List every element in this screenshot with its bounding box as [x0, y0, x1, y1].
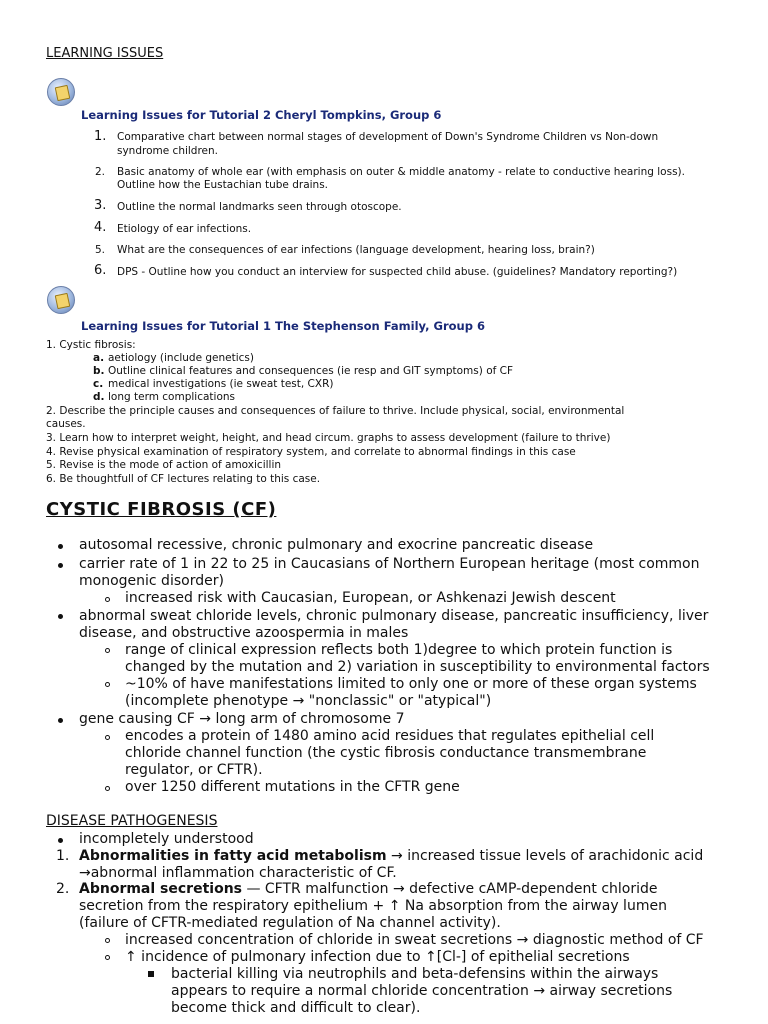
list-item: gene causing CF → long arm of chromosome 7 [79, 711, 405, 727]
list-item: Etiology of ear infections. [117, 223, 252, 235]
list-item: encodes a protein of 1480 amino acid residues that regulates epithelial cell [125, 728, 655, 744]
sub-item-letter: b. [93, 365, 105, 377]
sub-item-letter: c. [93, 378, 104, 390]
list-item-number: 1. [94, 129, 107, 144]
list-item: changed by the mutation and 2) variation in susceptibility to environmental factors [125, 659, 710, 675]
square-bullet-icon [148, 971, 154, 977]
list-item: abnormal sweat chloride levels, chronic pulmonary disease, pancreatic insufficiency, liver [79, 608, 709, 624]
sub-item: Outline clinical features and consequences (ie resp and GIT symptoms) of CF [108, 365, 514, 377]
list-item-number: 5. [95, 244, 106, 256]
list-item: Abnormal secretions — CFTR malfunction → defective cAMP-dependent chloride [79, 881, 658, 897]
circle-bullet-icon [105, 938, 110, 943]
circle-bullet-icon [105, 682, 110, 687]
list-item-number: 6. [94, 263, 107, 278]
list-item: Basic anatomy of whole ear (with emphasis on outer & middle anatomy - relate to conductive hearing loss). [117, 166, 685, 178]
list-item: 3. Learn how to interpret weight, height, and head circum. graphs to assess development (failure to thrive) [46, 432, 611, 444]
list-item: Outline the normal landmarks seen through otoscope. [117, 201, 402, 213]
circle-bullet-icon [105, 648, 110, 653]
tutorial2-title: Learning Issues for Tutorial 2 Cheryl Tompkins, Group 6 [81, 108, 442, 122]
list-item: increased risk with Caucasian, European, or Ashkenazi Jewish descent [125, 590, 616, 606]
bullet-icon [58, 544, 63, 549]
bullet-icon [58, 718, 63, 723]
list-item: Outline how the Eustachian tube drains. [117, 179, 329, 191]
circle-bullet-icon [105, 735, 110, 740]
list-item-number: 3. [94, 198, 107, 213]
list-item-number: 2. [95, 166, 106, 178]
list-item: (failure of CFTR-mediated regulation of Na channel activity). [79, 915, 501, 931]
circle-bullet-icon [105, 786, 110, 791]
list-item: monogenic disorder) [79, 573, 224, 589]
sub-item-letter: a. [93, 352, 105, 364]
list-item: 4. Revise physical examination of respiratory system, and correlate to abnormal findings in this case [46, 446, 576, 458]
notes-icon [47, 78, 75, 106]
sub-item: long term complications [108, 391, 235, 403]
list-item: 1. Cystic fibrosis: [46, 339, 136, 351]
list-item: DPS - Outline how you conduct an interview for suspected child abuse. (guidelines? Mandatory reporting?) [117, 266, 678, 278]
bullet-icon [58, 563, 63, 568]
sub-item: medical investigations (ie sweat test, CXR) [108, 378, 334, 390]
list-item: ~10% of have manifestations limited to only one or more of these organ systems [125, 676, 697, 692]
list-item: appears to require a normal chloride concentration → airway secretions [171, 983, 673, 999]
sub-item: aetiology (include genetics) [108, 352, 255, 364]
list-item: Comparative chart between normal stages of development of Down's Syndrome Children vs Non-down [117, 131, 659, 143]
list-item-number: 1. [56, 848, 70, 864]
learning-issues-heading: LEARNING ISSUES [46, 46, 164, 61]
notes-icon [47, 286, 75, 314]
circle-bullet-icon [105, 955, 110, 960]
bullet-icon [58, 838, 63, 843]
list-item: syndrome children. [117, 145, 219, 157]
list-item: 6. Be thoughtfull of CF lectures relating to this case. [46, 473, 321, 485]
pathogenesis-heading: DISEASE PATHOGENESIS [46, 813, 218, 829]
cf-heading: CYSTIC FIBROSIS (CF) [46, 499, 277, 520]
bullet-icon [58, 614, 63, 619]
list-item: 5. Revise is the mode of action of amoxicillin [46, 459, 282, 471]
list-item: 2. Describe the principle causes and consequences of failure to thrive. Include physical, social, environmental [46, 405, 625, 417]
list-item: secretion from the respiratory epithelium + ↑ Na absorption from the airway lumen [79, 898, 667, 914]
list-item: Abnormalities in fatty acid metabolism → increased tissue levels of arachidonic acid [79, 848, 704, 864]
list-item: causes. [46, 418, 86, 430]
list-item: carrier rate of 1 in 22 to 25 in Caucasians of Northern European heritage (most common [79, 556, 700, 572]
list-item-number: 2. [56, 881, 70, 897]
list-item: become thick and difficult to clear). [171, 1000, 421, 1016]
list-item: increased concentration of chloride in sweat secretions → diagnostic method of CF [125, 932, 704, 948]
list-item: chloride channel function (the cystic fibrosis conductance transmembrane [125, 745, 647, 761]
list-item: incompletely understood [79, 831, 254, 847]
list-item: range of clinical expression reflects both 1)degree to which protein function is [125, 642, 673, 658]
list-item: (incomplete phenotype → "nonclassic" or "atypical") [125, 693, 492, 709]
list-item: →abnormal inflammation characteristic of CF. [79, 865, 397, 881]
list-item: disease, and obstructive azoospermia in males [79, 625, 409, 641]
list-item: autosomal recessive, chronic pulmonary and exocrine pancreatic disease [79, 537, 594, 553]
list-item: over 1250 different mutations in the CFTR gene [125, 779, 460, 795]
list-item: regulator, or CFTR). [125, 762, 263, 778]
list-item: What are the consequences of ear infections (language development, hearing loss, brain?) [117, 244, 595, 256]
list-item-number: 4. [94, 220, 107, 235]
list-item: bacterial killing via neutrophils and beta-defensins within the airways [171, 966, 659, 982]
list-item: ↑ incidence of pulmonary infection due to ↑[Cl-] of epithelial secretions [125, 949, 630, 965]
tutorial1-title: Learning Issues for Tutorial 1 The Stephenson Family, Group 6 [81, 319, 485, 333]
sub-item-letter: d. [93, 391, 105, 403]
circle-bullet-icon [105, 597, 110, 602]
